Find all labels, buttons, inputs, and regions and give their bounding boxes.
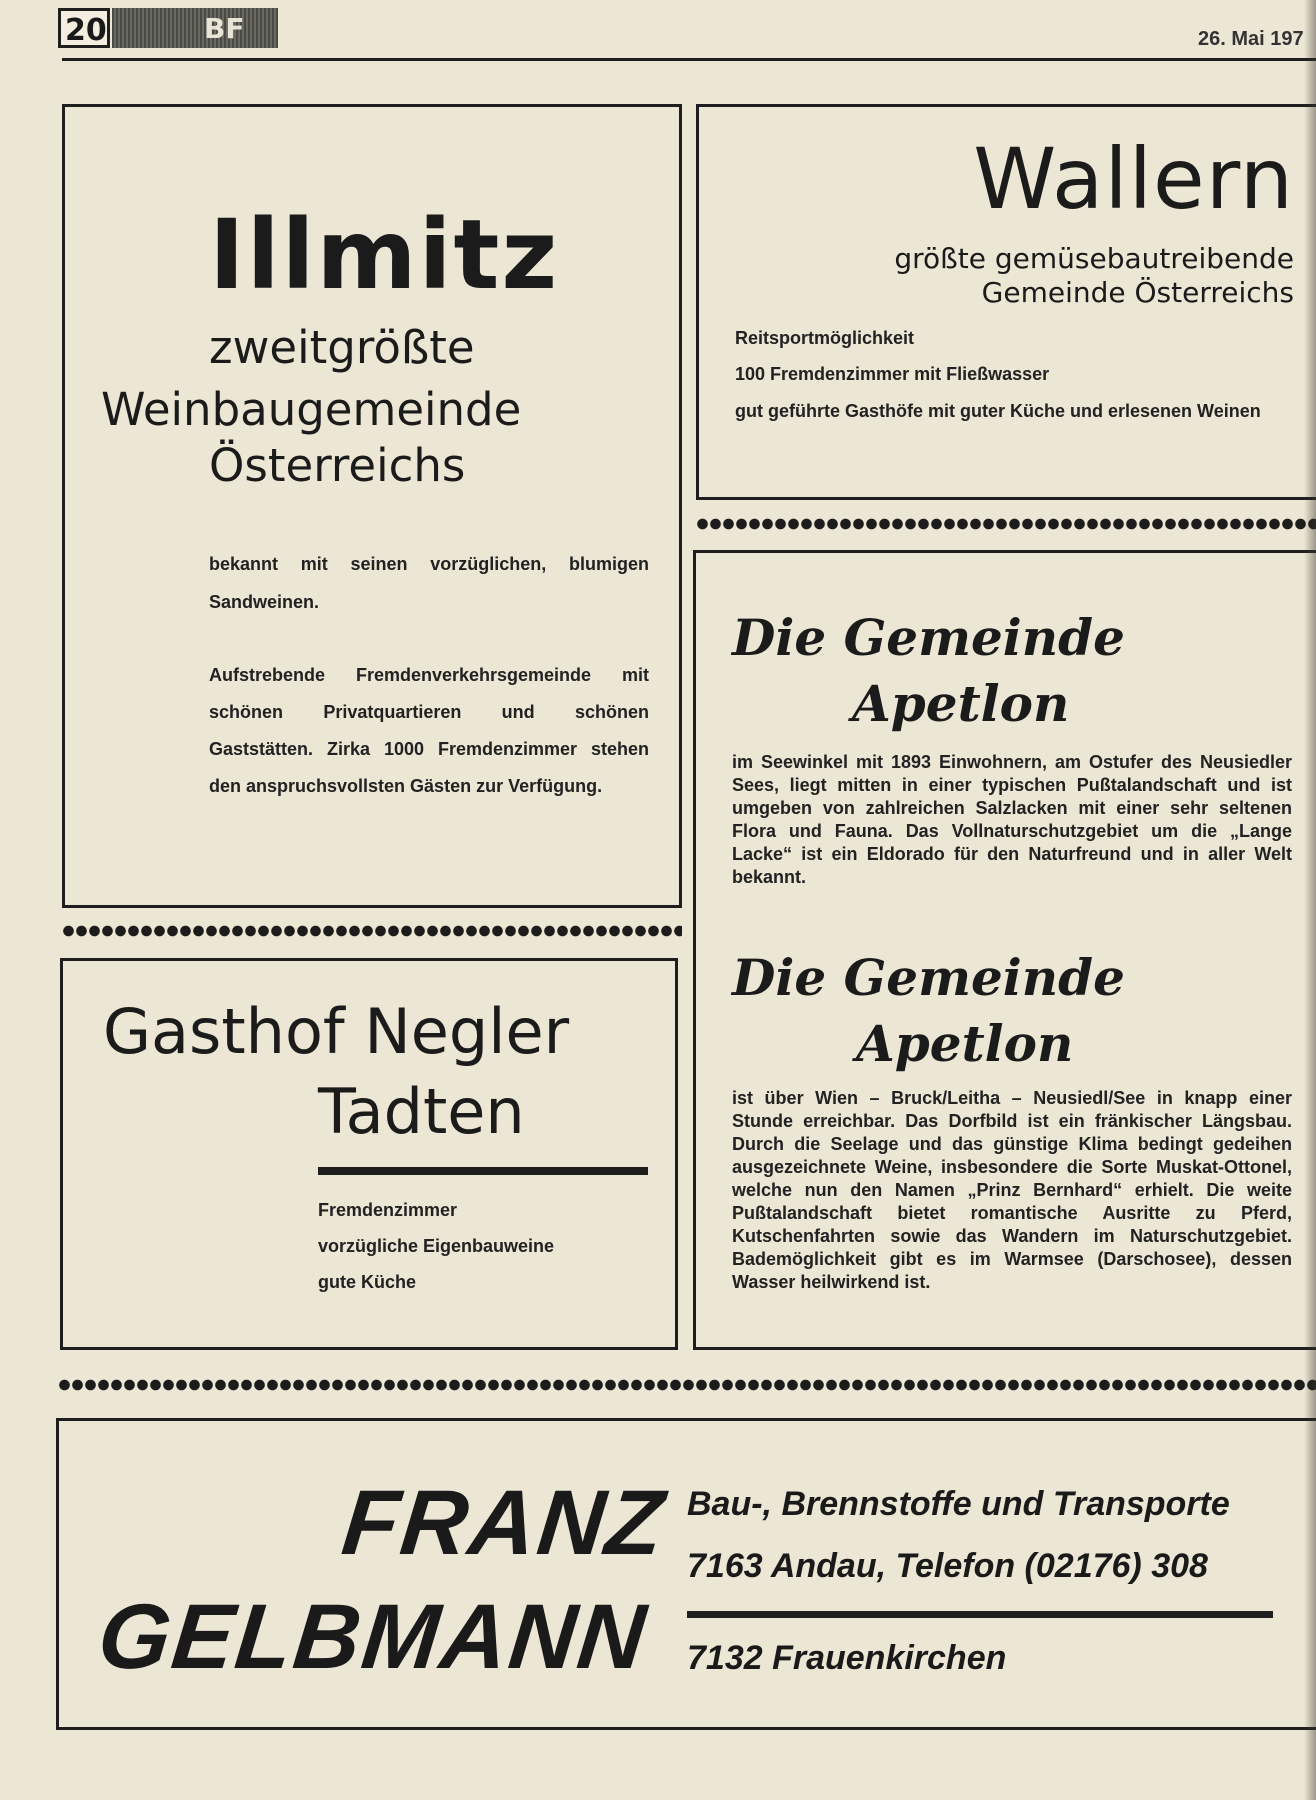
dot-divider-right: [696, 517, 1316, 531]
illmitz-subtitle-2: Weinbaugemeinde: [101, 383, 522, 436]
apetlon-ad: [693, 550, 1316, 1350]
negler-item-1: Fremdenzimmer: [318, 1200, 458, 1220]
issue-date: 26. Mai 197: [1198, 28, 1304, 50]
apetlon-heading-2-line-1: Die Gemeinde: [732, 948, 1125, 1007]
illmitz-para-2: Aufstrebende Fremdenverkehrsgemeinde mit schönen Privatquartieren und schönen Gaststätten. Zirka 1000 Fremdenzimmer stehen den anspruchsvollsten Gästen zur Verfügung.: [209, 665, 649, 796]
wallern-title: Wallern: [973, 130, 1294, 228]
dot-divider-bottom: [58, 1378, 1316, 1392]
gelbmann-line-3: 7132 Frauenkirchen: [687, 1639, 1007, 1677]
gelbmann-ad: [56, 1418, 1316, 1730]
dot-divider-left: [62, 924, 682, 938]
apetlon-heading-1-line-2: Apetlon: [852, 674, 1070, 733]
negler-title-1: Gasthof Negler: [103, 995, 570, 1068]
section-label: BF: [204, 12, 245, 45]
gelbmann-name-1: FRANZ: [337, 1472, 671, 1574]
wallern-subtitle-1: größte gemüsebautreibende: [894, 242, 1294, 275]
illmitz-ad: [62, 104, 682, 908]
header-rule: [62, 58, 1316, 61]
section-banner: [112, 8, 278, 48]
apetlon-heading-2-line-2: Apetlon: [856, 1014, 1074, 1073]
gelbmann-line-1: Bau-, Brennstoffe und Transporte: [687, 1485, 1230, 1523]
wallern-line-2: 100 Fremdenzimmer mit Fließwasser: [735, 364, 1050, 384]
negler-item-3: gute Küche: [318, 1272, 417, 1292]
illmitz-title: Illmitz: [209, 199, 560, 311]
wallern-line-1: Reitsportmöglichkeit: [735, 328, 915, 348]
illmitz-subtitle-1: zweitgrößte: [209, 321, 475, 374]
gelbmann-line-2: 7163 Andau, Telefon (02176) 308: [687, 1547, 1208, 1585]
page-number-box: [58, 8, 110, 48]
negler-rule: [318, 1167, 648, 1175]
page-number: 20: [65, 13, 107, 48]
gelbmann-rule: [687, 1611, 1273, 1618]
illmitz-subtitle-3: Österreichs: [209, 439, 466, 492]
apetlon-heading-1-line-1: Die Gemeinde: [732, 608, 1125, 667]
apetlon-para-2: ist über Wien – Bruck/Leitha – Neusiedl/See in knapp einer Stunde erreichbar. Das Dorfbild ist ein fränkischer Längsbau. Durch die Seelage und das günstige Klima bedingt gedeihen ausgezeichnete Weine, insbesondere die Sorte Muskat-Ottonel, welche nun den Namen „Prinz Bernhard“ erhielt. Die weite Pußtalandschaft bietet romantische Ausritte zu Pferd, Kutschenfahrten sowie das Wandern im Naturschutzgebiet. Bademöglichkeit gibt es im Warmsee (Darschosee), dessen Wasser heilwirkend ist.: [732, 1088, 1292, 1292]
negler-title-2: Tadten: [318, 1075, 525, 1148]
page-edge: [1304, 0, 1316, 1800]
wallern-ad: [696, 104, 1316, 500]
apetlon-para-1: im Seewinkel mit 1893 Einwohnern, am Ostufer des Neusiedler Sees, liegt mitten in einer typischen Pußtalandschaft und ist umgeben von zahlreichen Salzlacken mit einer sehr seltenen Flora und Fauna. Das Vollnaturschutzgebiet um die „Lange Lacke“ ist ein Eldorado für den Naturfreund und in aller Welt bekannt.: [732, 752, 1292, 887]
illmitz-para-1: bekannt mit seinen vorzüglichen, blumigen Sandweinen.: [209, 554, 649, 612]
wallern-line-3: gut geführte Gasthöfe mit guter Küche und erlesenen Weinen: [735, 401, 1261, 421]
gelbmann-name-2: GELBMANN: [93, 1586, 652, 1688]
negler-ad: [60, 958, 678, 1350]
wallern-subtitle-2: Gemeinde Österreichs: [981, 276, 1294, 309]
negler-item-2: vorzügliche Eigenbauweine: [318, 1236, 555, 1256]
